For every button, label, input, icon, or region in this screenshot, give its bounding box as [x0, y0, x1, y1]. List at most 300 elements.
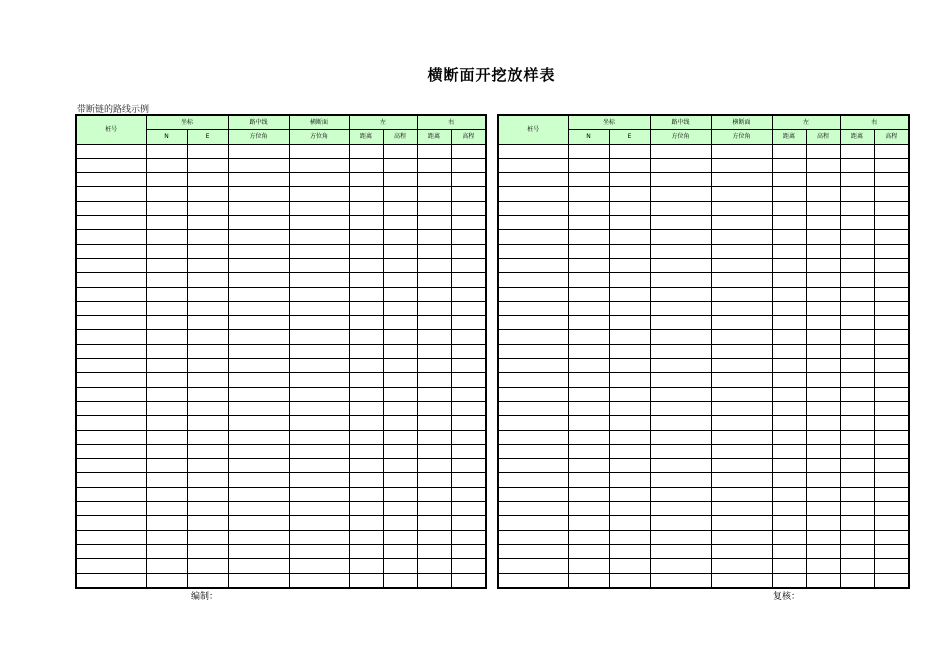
- table-cell[interactable]: [349, 502, 383, 516]
- table-cell[interactable]: [228, 559, 289, 573]
- table-cell[interactable]: [874, 387, 909, 401]
- table-cell[interactable]: [650, 216, 711, 230]
- table-cell[interactable]: [874, 216, 909, 230]
- table-cell[interactable]: [650, 301, 711, 315]
- table-cell[interactable]: [146, 230, 187, 244]
- table-cell[interactable]: [806, 559, 840, 573]
- table-cell[interactable]: [451, 201, 486, 215]
- table-cell[interactable]: [806, 230, 840, 244]
- table-cell[interactable]: [711, 530, 772, 544]
- table-cell[interactable]: [289, 216, 349, 230]
- table-cell[interactable]: [146, 273, 187, 287]
- table-cell[interactable]: [772, 401, 806, 415]
- table-cell[interactable]: [772, 559, 806, 573]
- table-cell[interactable]: [289, 316, 349, 330]
- table-cell[interactable]: [568, 516, 609, 530]
- table-cell[interactable]: [228, 158, 289, 172]
- table-cell[interactable]: [187, 173, 228, 187]
- table-cell[interactable]: [383, 430, 417, 444]
- table-cell[interactable]: [840, 330, 874, 344]
- table-cell[interactable]: [650, 530, 711, 544]
- table-cell[interactable]: [772, 330, 806, 344]
- table-cell[interactable]: [349, 544, 383, 558]
- table-cell[interactable]: [289, 373, 349, 387]
- table-cell[interactable]: [840, 187, 874, 201]
- table-cell[interactable]: [806, 487, 840, 501]
- table-cell[interactable]: [568, 473, 609, 487]
- table-cell[interactable]: [840, 502, 874, 516]
- table-cell[interactable]: [383, 459, 417, 473]
- table-cell[interactable]: [498, 158, 568, 172]
- table-cell[interactable]: [451, 144, 486, 158]
- table-cell[interactable]: [711, 287, 772, 301]
- table-cell[interactable]: [711, 502, 772, 516]
- table-cell[interactable]: [349, 158, 383, 172]
- table-cell[interactable]: [228, 273, 289, 287]
- table-cell[interactable]: [772, 301, 806, 315]
- table-cell[interactable]: [228, 487, 289, 501]
- table-cell[interactable]: [711, 187, 772, 201]
- table-cell[interactable]: [187, 516, 228, 530]
- table-cell[interactable]: [711, 401, 772, 415]
- table-cell[interactable]: [289, 559, 349, 573]
- table-cell[interactable]: [874, 544, 909, 558]
- table-cell[interactable]: [451, 487, 486, 501]
- table-cell[interactable]: [417, 244, 451, 258]
- table-cell[interactable]: [840, 273, 874, 287]
- table-cell[interactable]: [289, 273, 349, 287]
- table-cell[interactable]: [806, 244, 840, 258]
- table-cell[interactable]: [874, 287, 909, 301]
- table-cell[interactable]: [187, 216, 228, 230]
- table-cell[interactable]: [874, 316, 909, 330]
- table-cell[interactable]: [383, 187, 417, 201]
- table-cell[interactable]: [840, 487, 874, 501]
- table-cell[interactable]: [568, 373, 609, 387]
- table-cell[interactable]: [498, 416, 568, 430]
- table-cell[interactable]: [289, 473, 349, 487]
- table-cell[interactable]: [711, 216, 772, 230]
- table-cell[interactable]: [806, 430, 840, 444]
- table-cell[interactable]: [806, 530, 840, 544]
- table-cell[interactable]: [772, 359, 806, 373]
- table-cell[interactable]: [650, 344, 711, 358]
- table-cell[interactable]: [289, 173, 349, 187]
- table-cell[interactable]: [772, 487, 806, 501]
- table-cell[interactable]: [568, 359, 609, 373]
- table-cell[interactable]: [650, 502, 711, 516]
- table-cell[interactable]: [289, 330, 349, 344]
- table-cell[interactable]: [772, 530, 806, 544]
- table-cell[interactable]: [349, 201, 383, 215]
- table-cell[interactable]: [806, 373, 840, 387]
- table-cell[interactable]: [187, 530, 228, 544]
- table-cell[interactable]: [451, 344, 486, 358]
- table-cell[interactable]: [711, 473, 772, 487]
- table-cell[interactable]: [228, 430, 289, 444]
- table-cell[interactable]: [711, 387, 772, 401]
- table-cell[interactable]: [76, 273, 146, 287]
- table-cell[interactable]: [289, 301, 349, 315]
- table-cell[interactable]: [498, 359, 568, 373]
- table-cell[interactable]: [772, 158, 806, 172]
- table-cell[interactable]: [772, 144, 806, 158]
- table-cell[interactable]: [840, 359, 874, 373]
- table-cell[interactable]: [417, 344, 451, 358]
- table-cell[interactable]: [76, 559, 146, 573]
- table-cell[interactable]: [349, 230, 383, 244]
- table-cell[interactable]: [187, 444, 228, 458]
- table-cell[interactable]: [874, 173, 909, 187]
- table-cell[interactable]: [711, 244, 772, 258]
- table-cell[interactable]: [76, 287, 146, 301]
- table-cell[interactable]: [711, 487, 772, 501]
- table-cell[interactable]: [568, 344, 609, 358]
- table-cell[interactable]: [146, 173, 187, 187]
- table-cell[interactable]: [806, 301, 840, 315]
- table-cell[interactable]: [451, 173, 486, 187]
- table-cell[interactable]: [417, 187, 451, 201]
- table-cell[interactable]: [383, 573, 417, 588]
- table-cell[interactable]: [228, 144, 289, 158]
- table-cell[interactable]: [417, 330, 451, 344]
- table-cell[interactable]: [451, 373, 486, 387]
- table-cell[interactable]: [772, 316, 806, 330]
- table-cell[interactable]: [840, 559, 874, 573]
- table-cell[interactable]: [146, 258, 187, 272]
- table-cell[interactable]: [840, 416, 874, 430]
- table-cell[interactable]: [840, 258, 874, 272]
- table-cell[interactable]: [498, 273, 568, 287]
- table-cell[interactable]: [568, 216, 609, 230]
- table-cell[interactable]: [568, 273, 609, 287]
- table-cell[interactable]: [228, 416, 289, 430]
- table-cell[interactable]: [349, 559, 383, 573]
- table-cell[interactable]: [568, 502, 609, 516]
- table-cell[interactable]: [228, 373, 289, 387]
- table-cell[interactable]: [76, 144, 146, 158]
- table-cell[interactable]: [417, 459, 451, 473]
- table-cell[interactable]: [498, 201, 568, 215]
- table-cell[interactable]: [76, 502, 146, 516]
- table-cell[interactable]: [417, 316, 451, 330]
- table-cell[interactable]: [806, 144, 840, 158]
- table-cell[interactable]: [711, 359, 772, 373]
- table-cell[interactable]: [289, 287, 349, 301]
- table-cell[interactable]: [772, 416, 806, 430]
- table-cell[interactable]: [417, 530, 451, 544]
- table-cell[interactable]: [451, 316, 486, 330]
- table-cell[interactable]: [711, 344, 772, 358]
- table-cell[interactable]: [874, 416, 909, 430]
- table-cell[interactable]: [840, 401, 874, 415]
- table-cell[interactable]: [711, 201, 772, 215]
- table-cell[interactable]: [146, 344, 187, 358]
- table-cell[interactable]: [146, 387, 187, 401]
- table-cell[interactable]: [451, 273, 486, 287]
- table-cell[interactable]: [187, 201, 228, 215]
- table-cell[interactable]: [451, 516, 486, 530]
- table-cell[interactable]: [806, 273, 840, 287]
- table-cell[interactable]: [383, 273, 417, 287]
- table-cell[interactable]: [840, 430, 874, 444]
- table-cell[interactable]: [568, 544, 609, 558]
- table-cell[interactable]: [383, 487, 417, 501]
- table-cell[interactable]: [609, 459, 650, 473]
- table-cell[interactable]: [772, 273, 806, 287]
- table-cell[interactable]: [772, 430, 806, 444]
- table-cell[interactable]: [146, 301, 187, 315]
- table-cell[interactable]: [289, 502, 349, 516]
- table-cell[interactable]: [289, 387, 349, 401]
- table-cell[interactable]: [498, 344, 568, 358]
- table-cell[interactable]: [772, 258, 806, 272]
- table-cell[interactable]: [498, 530, 568, 544]
- table-cell[interactable]: [349, 258, 383, 272]
- table-cell[interactable]: [609, 187, 650, 201]
- table-cell[interactable]: [76, 330, 146, 344]
- table-cell[interactable]: [840, 387, 874, 401]
- table-cell[interactable]: [772, 444, 806, 458]
- table-cell[interactable]: [76, 158, 146, 172]
- table-cell[interactable]: [568, 201, 609, 215]
- table-cell[interactable]: [349, 216, 383, 230]
- table-cell[interactable]: [187, 287, 228, 301]
- table-cell[interactable]: [609, 144, 650, 158]
- table-cell[interactable]: [609, 216, 650, 230]
- table-cell[interactable]: [451, 544, 486, 558]
- table-cell[interactable]: [289, 573, 349, 588]
- table-cell[interactable]: [498, 173, 568, 187]
- table-cell[interactable]: [711, 430, 772, 444]
- table-cell[interactable]: [76, 544, 146, 558]
- table-cell[interactable]: [609, 516, 650, 530]
- table-cell[interactable]: [417, 416, 451, 430]
- table-cell[interactable]: [349, 330, 383, 344]
- table-cell[interactable]: [417, 158, 451, 172]
- table-cell[interactable]: [187, 144, 228, 158]
- table-cell[interactable]: [146, 516, 187, 530]
- table-cell[interactable]: [76, 387, 146, 401]
- table-cell[interactable]: [349, 316, 383, 330]
- table-cell[interactable]: [498, 559, 568, 573]
- table-cell[interactable]: [650, 158, 711, 172]
- table-cell[interactable]: [187, 401, 228, 415]
- table-cell[interactable]: [187, 273, 228, 287]
- table-cell[interactable]: [498, 544, 568, 558]
- table-cell[interactable]: [451, 287, 486, 301]
- table-cell[interactable]: [568, 287, 609, 301]
- table-cell[interactable]: [187, 330, 228, 344]
- table-cell[interactable]: [806, 387, 840, 401]
- table-cell[interactable]: [349, 287, 383, 301]
- table-cell[interactable]: [806, 258, 840, 272]
- table-cell[interactable]: [417, 487, 451, 501]
- table-cell[interactable]: [187, 258, 228, 272]
- table-cell[interactable]: [874, 401, 909, 415]
- table-cell[interactable]: [711, 273, 772, 287]
- table-cell[interactable]: [498, 230, 568, 244]
- table-cell[interactable]: [187, 316, 228, 330]
- table-cell[interactable]: [451, 216, 486, 230]
- table-cell[interactable]: [451, 444, 486, 458]
- table-cell[interactable]: [568, 444, 609, 458]
- table-cell[interactable]: [874, 258, 909, 272]
- table-cell[interactable]: [874, 487, 909, 501]
- table-cell[interactable]: [383, 216, 417, 230]
- table-cell[interactable]: [228, 301, 289, 315]
- table-cell[interactable]: [451, 530, 486, 544]
- table-cell[interactable]: [840, 216, 874, 230]
- table-cell[interactable]: [187, 230, 228, 244]
- table-cell[interactable]: [711, 459, 772, 473]
- table-cell[interactable]: [840, 144, 874, 158]
- table-cell[interactable]: [650, 173, 711, 187]
- table-cell[interactable]: [417, 401, 451, 415]
- table-cell[interactable]: [417, 216, 451, 230]
- table-cell[interactable]: [840, 287, 874, 301]
- table-cell[interactable]: [383, 244, 417, 258]
- table-cell[interactable]: [650, 144, 711, 158]
- table-cell[interactable]: [609, 502, 650, 516]
- table-cell[interactable]: [568, 401, 609, 415]
- table-cell[interactable]: [349, 173, 383, 187]
- table-cell[interactable]: [609, 258, 650, 272]
- table-cell[interactable]: [874, 187, 909, 201]
- table-cell[interactable]: [383, 444, 417, 458]
- table-cell[interactable]: [568, 459, 609, 473]
- table-cell[interactable]: [289, 144, 349, 158]
- table-cell[interactable]: [609, 359, 650, 373]
- table-cell[interactable]: [146, 459, 187, 473]
- table-cell[interactable]: [840, 316, 874, 330]
- table-cell[interactable]: [650, 258, 711, 272]
- table-cell[interactable]: [76, 459, 146, 473]
- table-cell[interactable]: [417, 516, 451, 530]
- table-cell[interactable]: [451, 573, 486, 588]
- table-cell[interactable]: [609, 273, 650, 287]
- table-cell[interactable]: [874, 430, 909, 444]
- table-cell[interactable]: [289, 444, 349, 458]
- table-cell[interactable]: [874, 201, 909, 215]
- table-cell[interactable]: [383, 544, 417, 558]
- table-cell[interactable]: [498, 487, 568, 501]
- table-cell[interactable]: [349, 273, 383, 287]
- table-cell[interactable]: [349, 401, 383, 415]
- table-cell[interactable]: [383, 473, 417, 487]
- table-cell[interactable]: [228, 216, 289, 230]
- table-cell[interactable]: [289, 416, 349, 430]
- table-cell[interactable]: [650, 273, 711, 287]
- table-cell[interactable]: [568, 416, 609, 430]
- table-cell[interactable]: [383, 144, 417, 158]
- table-cell[interactable]: [146, 216, 187, 230]
- table-cell[interactable]: [806, 201, 840, 215]
- table-cell[interactable]: [417, 258, 451, 272]
- table-cell[interactable]: [289, 230, 349, 244]
- table-cell[interactable]: [228, 530, 289, 544]
- table-cell[interactable]: [711, 173, 772, 187]
- table-cell[interactable]: [609, 301, 650, 315]
- table-cell[interactable]: [349, 187, 383, 201]
- table-cell[interactable]: [349, 144, 383, 158]
- table-cell[interactable]: [840, 173, 874, 187]
- table-cell[interactable]: [383, 559, 417, 573]
- table-cell[interactable]: [650, 459, 711, 473]
- table-cell[interactable]: [874, 559, 909, 573]
- table-cell[interactable]: [650, 373, 711, 387]
- table-cell[interactable]: [609, 244, 650, 258]
- table-cell[interactable]: [417, 287, 451, 301]
- table-cell[interactable]: [383, 373, 417, 387]
- table-cell[interactable]: [187, 559, 228, 573]
- table-cell[interactable]: [650, 559, 711, 573]
- table-cell[interactable]: [349, 387, 383, 401]
- table-cell[interactable]: [498, 459, 568, 473]
- table-cell[interactable]: [451, 387, 486, 401]
- table-cell[interactable]: [146, 401, 187, 415]
- table-cell[interactable]: [568, 573, 609, 588]
- table-cell[interactable]: [806, 473, 840, 487]
- table-cell[interactable]: [498, 287, 568, 301]
- table-cell[interactable]: [840, 230, 874, 244]
- table-cell[interactable]: [840, 573, 874, 588]
- table-cell[interactable]: [609, 158, 650, 172]
- table-cell[interactable]: [568, 387, 609, 401]
- table-cell[interactable]: [772, 502, 806, 516]
- table-cell[interactable]: [711, 416, 772, 430]
- table-cell[interactable]: [451, 230, 486, 244]
- table-cell[interactable]: [874, 301, 909, 315]
- table-cell[interactable]: [840, 201, 874, 215]
- table-cell[interactable]: [76, 258, 146, 272]
- table-cell[interactable]: [187, 244, 228, 258]
- table-cell[interactable]: [76, 216, 146, 230]
- table-cell[interactable]: [609, 401, 650, 415]
- table-cell[interactable]: [228, 201, 289, 215]
- table-cell[interactable]: [187, 459, 228, 473]
- table-cell[interactable]: [498, 216, 568, 230]
- table-cell[interactable]: [609, 487, 650, 501]
- table-cell[interactable]: [187, 416, 228, 430]
- table-cell[interactable]: [228, 187, 289, 201]
- table-cell[interactable]: [568, 158, 609, 172]
- table-cell[interactable]: [228, 316, 289, 330]
- table-cell[interactable]: [650, 444, 711, 458]
- table-cell[interactable]: [874, 244, 909, 258]
- table-cell[interactable]: [650, 416, 711, 430]
- table-cell[interactable]: [772, 187, 806, 201]
- table-cell[interactable]: [228, 387, 289, 401]
- table-cell[interactable]: [609, 430, 650, 444]
- table-cell[interactable]: [417, 144, 451, 158]
- table-cell[interactable]: [228, 258, 289, 272]
- table-cell[interactable]: [609, 344, 650, 358]
- table-cell[interactable]: [289, 244, 349, 258]
- table-cell[interactable]: [772, 344, 806, 358]
- table-cell[interactable]: [146, 144, 187, 158]
- table-cell[interactable]: [76, 187, 146, 201]
- table-cell[interactable]: [498, 258, 568, 272]
- table-cell[interactable]: [498, 373, 568, 387]
- table-cell[interactable]: [76, 244, 146, 258]
- table-cell[interactable]: [383, 387, 417, 401]
- table-cell[interactable]: [772, 216, 806, 230]
- table-cell[interactable]: [146, 487, 187, 501]
- table-cell[interactable]: [772, 287, 806, 301]
- table-cell[interactable]: [772, 459, 806, 473]
- table-cell[interactable]: [76, 359, 146, 373]
